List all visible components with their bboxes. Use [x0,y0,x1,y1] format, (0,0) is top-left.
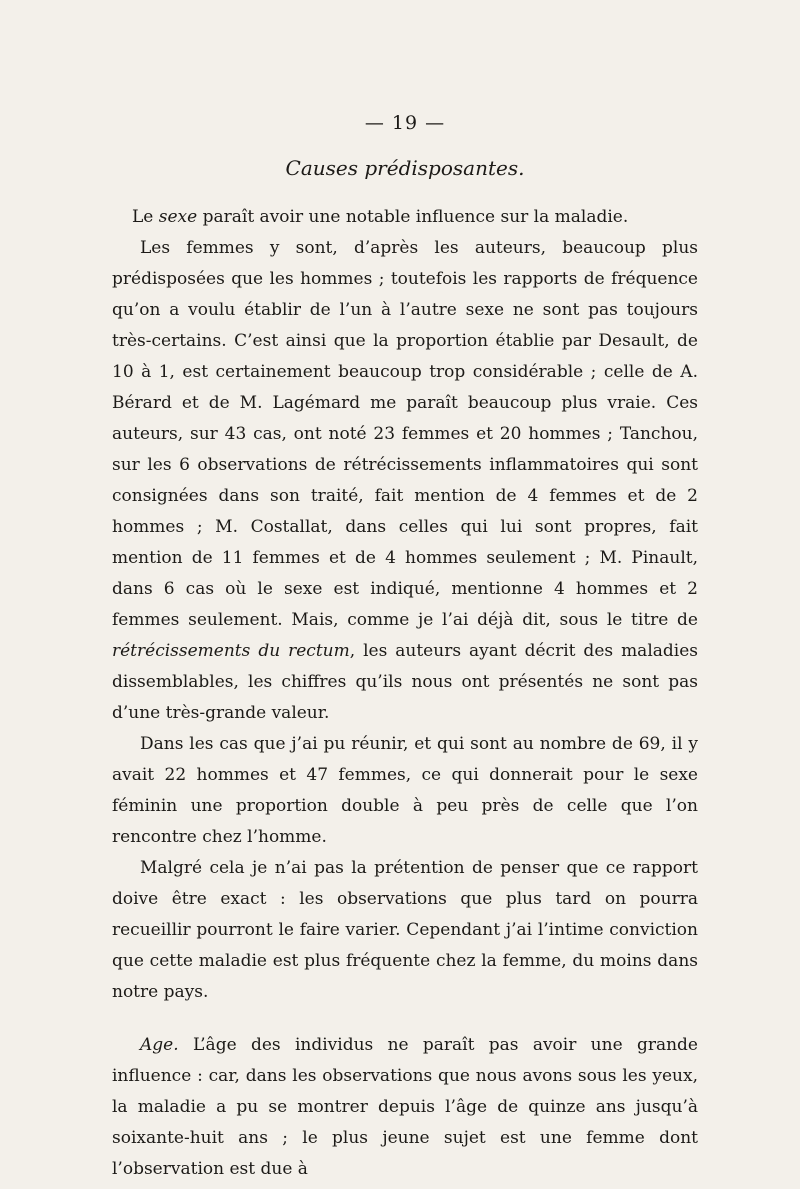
paragraph-text: paraît avoir une notable influence sur la maladie. [197,207,629,227]
italic-term: Age. [140,1035,179,1055]
section-title: Causes prédisposantes. [285,156,525,180]
page-number: — 19 — [364,112,446,134]
paragraph-sexe-intro [112,202,698,233]
paragraph-conviction [112,853,698,1008]
paragraph-text: Les femmes y sont, d’après les auteurs, beaucoup plus prédisposées que les hommes ; toutefois les rapports de fréquence qu’on a voulu établir de l’un à l’autre sexe ne sont pas toujours très-certains. C’est ainsi que la proportion établie par Desault, de 10 à 1, est certainement beaucoup trop considérable ; celle de A. Bérard et de M. Lagémard me paraît beaucoup plus vraie. Ces auteurs, sur 43 cas, ont noté 23 femmes et 20 hommes ; Tanchou, sur les 6 observations de rétrécissements inflammatoires qui sont consignées dans son traité, fait mention de 4 femmes et de 2 hommes ; M. Costallat, dans celles qui lui sont propres, fait mention de 11 femmes et de 4 hommes seulement ; M. Pinault, dans 6 cas où le sexe est indiqué, mentionne 4 hommes et 2 femmes seulement. Mais, comme je l’ai déjà dit, sous le titre de [112,238,698,630]
paragraph-age [112,1030,698,1185]
italic-term: rétrécissements du rectum [112,641,350,661]
paragraph-text: , les auteurs ayant décrit des maladies dissemblables, les chiffres qu’ils nous ont présentés ne sont pas d’une très-grande valeur. [112,641,698,723]
paragraph-text: Malgré cela je n’ai pas la prétention de penser que ce rapport doive être exact : les observations que plus tard on pourra recueillir pourront le faire varier. Cependant j’ai l’intime conviction que cette maladie est plus fréquente chez la femme, du moins dans notre pays. [112,858,698,1002]
paragraph-text: Le [132,207,159,227]
italic-term: sexe [158,207,198,227]
paragraph-text: Dans les cas que j’ai pu réunir, et qui sont au nombre de 69, il y avait 22 hommes et 47 femmes, ce qui donnerait pour le sexe féminin une proportion double à peu près de celle que l’on rencontre chez l’homme. [112,734,698,847]
paragraph-sexe-statistics [112,233,698,729]
paragraph-author-cases [112,729,698,853]
paragraph-text: L’âge des individus ne paraît pas avoir une grande influence : car, dans les observations que nous avons sous les yeux, la maladie a pu se montrer depuis l’âge de quinze ans jusqu’à soixante-huit ans ; le plus jeune sujet est une femme dont l’observation est due à [112,1035,698,1179]
